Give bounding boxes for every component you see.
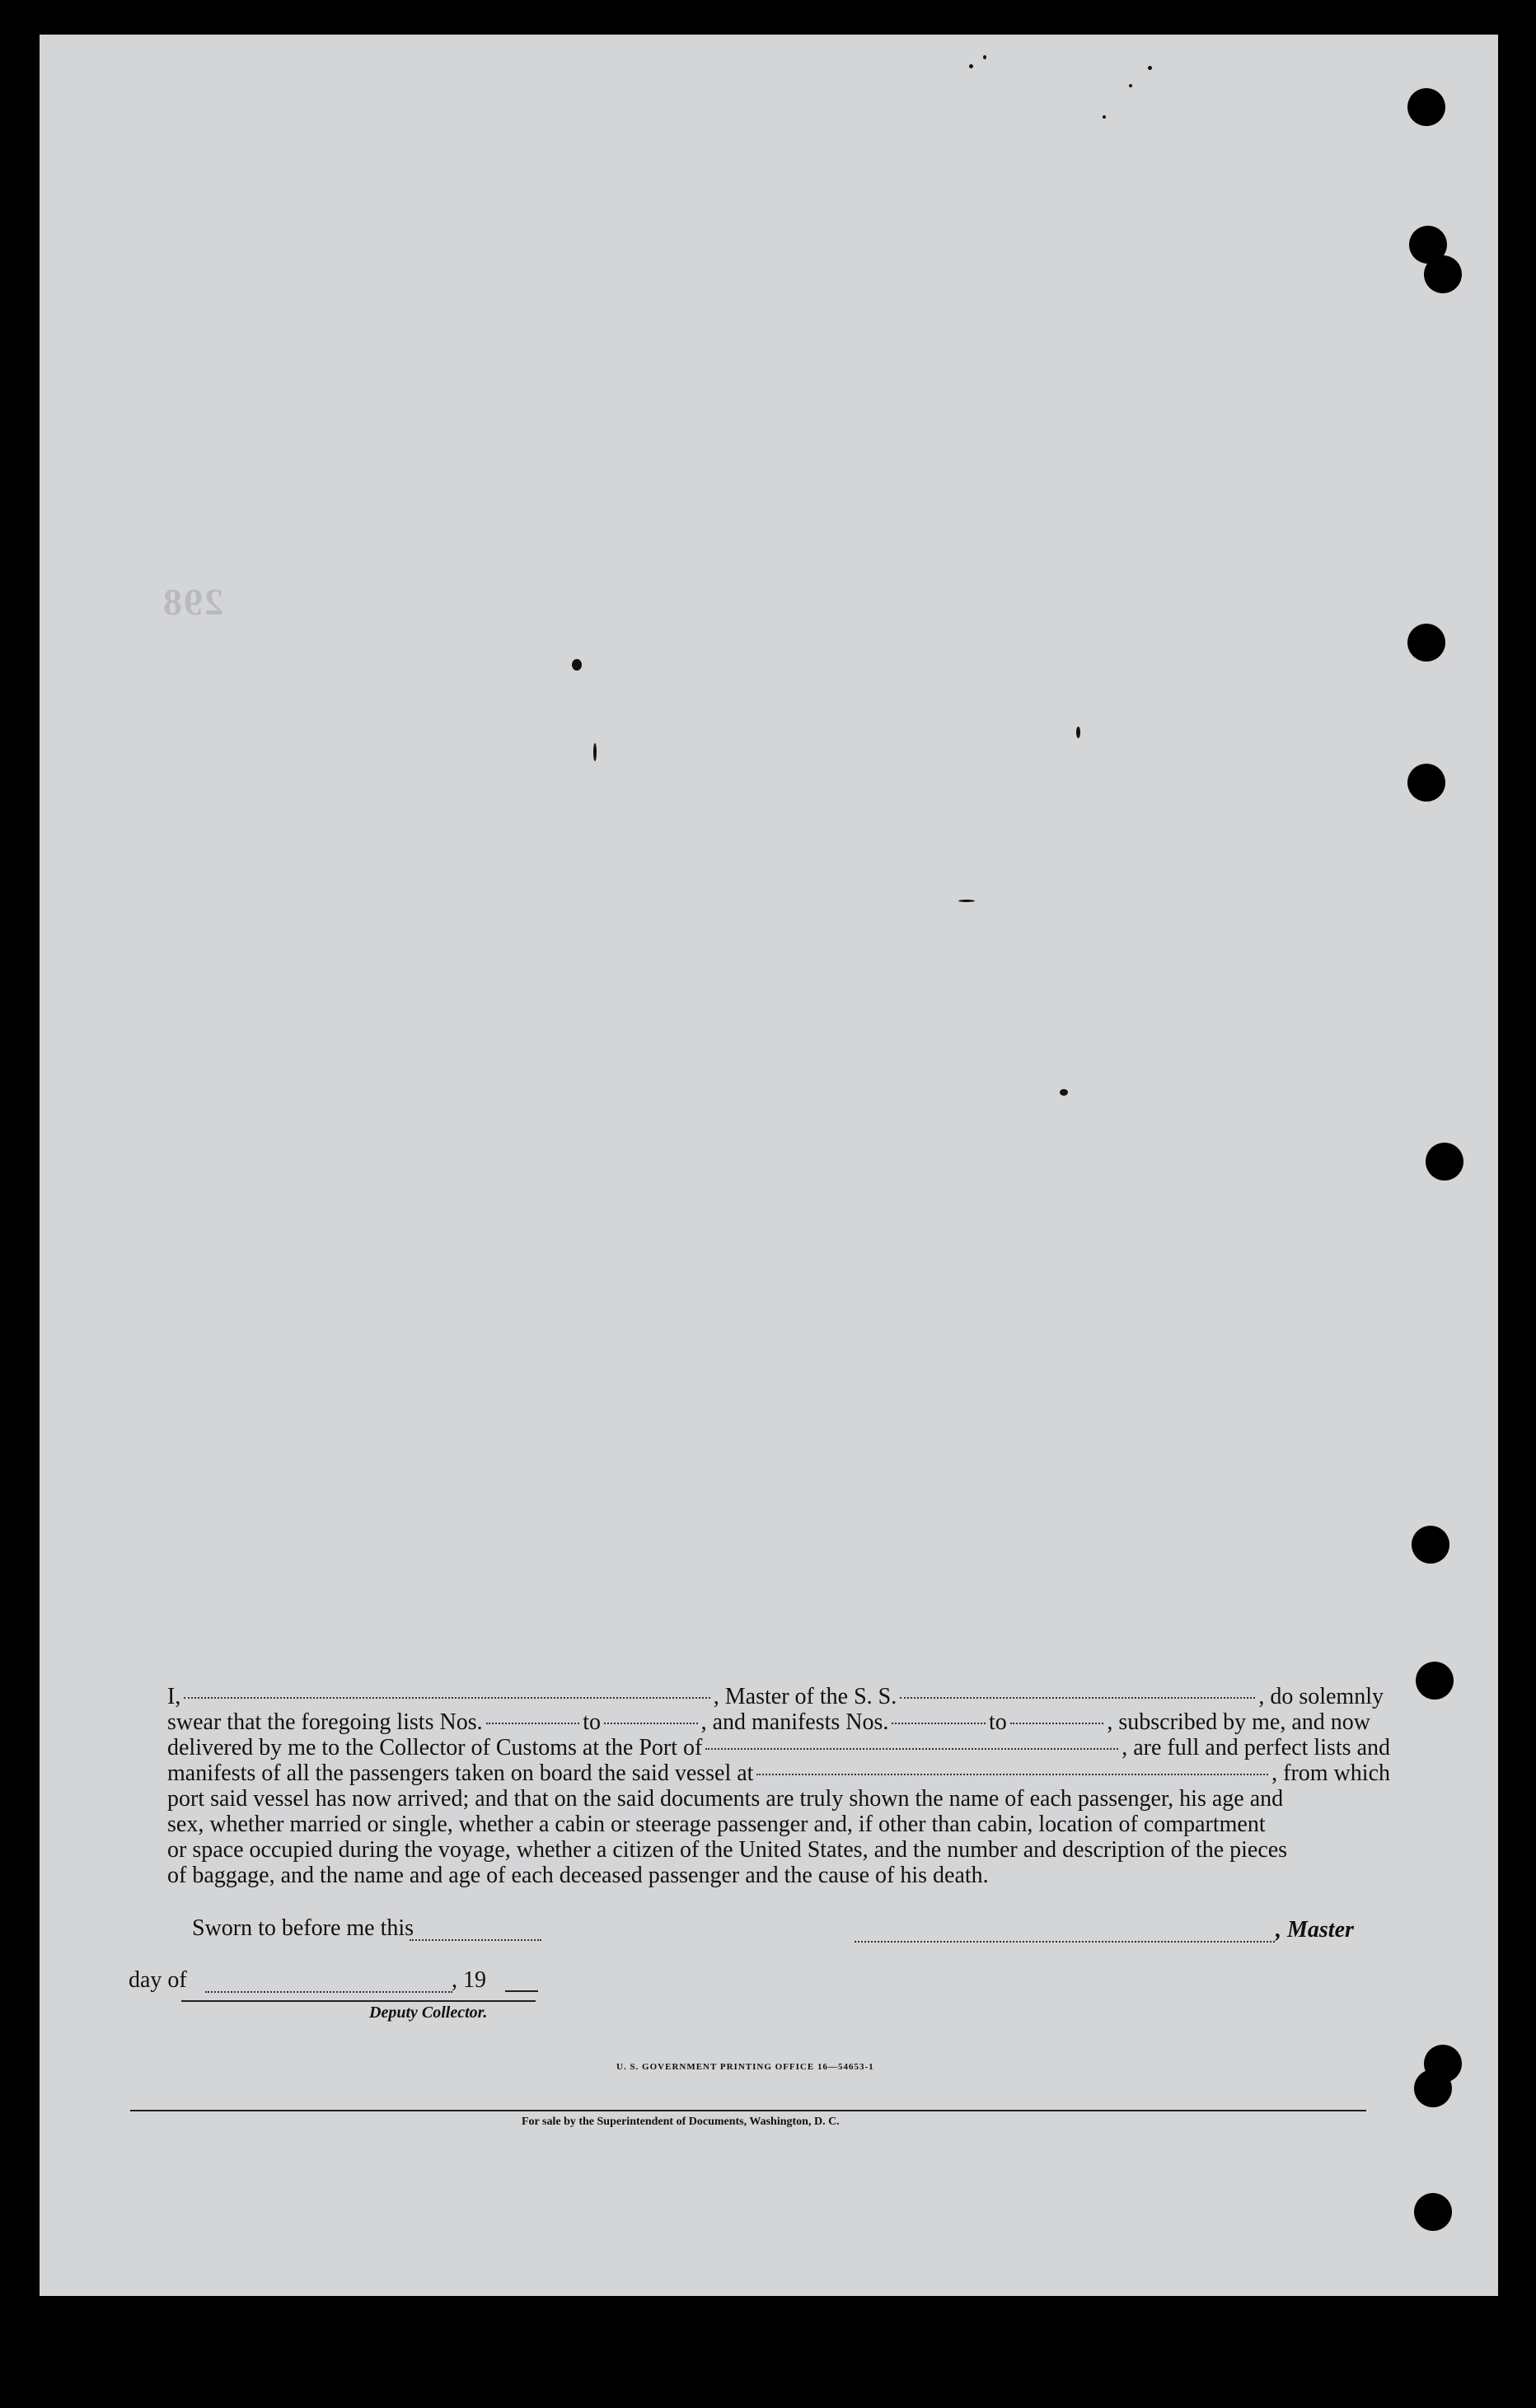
oath-line-2	[167, 1709, 1403, 1735]
oath-text: to	[583, 1709, 601, 1735]
oath-line-8: of baggage, and the name and age of each deceased passenger and the cause of his death.	[167, 1863, 989, 1888]
oath-text: , and manifests Nos.	[700, 1709, 889, 1735]
oath-text: to	[989, 1709, 1007, 1735]
month-blank[interactable]	[205, 1991, 452, 1993]
footer-sale-notice: For sale by the Superintendent of Documents, Washington, D. C.	[522, 2116, 840, 2128]
footer-rule	[130, 2110, 1366, 2111]
punch-hole	[1407, 764, 1445, 802]
document-page	[40, 35, 1498, 2296]
oath-line-6: sex, whether married or single, whether a cabin or steerage passenger and, if other than cabin, location of compartment	[167, 1812, 1266, 1837]
punch-hole	[1414, 2069, 1452, 2107]
oath-line-5: port said vessel has now arrived; and that on the said documents are truly shown the name of each passenger, his age and	[167, 1786, 1284, 1812]
port-blank[interactable]	[705, 1748, 1118, 1750]
list-from-blank[interactable]	[486, 1723, 580, 1724]
oath-text: , are full and perfect lists and	[1122, 1735, 1390, 1760]
oath-text: I,	[167, 1684, 181, 1709]
bleed-through-number: 298	[162, 581, 223, 623]
printing-office-imprint: U. S. GOVERNMENT PRINTING OFFICE 16—54653-1	[616, 2062, 874, 2072]
sworn-day-blank[interactable]	[410, 1939, 541, 1941]
speck	[958, 900, 975, 902]
punch-hole	[1416, 1662, 1454, 1700]
oath-text: manifests of all the passengers taken on board the said vessel at	[167, 1760, 754, 1786]
master-label: , Master	[1276, 1917, 1354, 1943]
oath-text: delivered by me to the Collector of Customs at the Port of	[167, 1735, 703, 1760]
oath-text: , from which	[1271, 1760, 1390, 1786]
speck	[572, 659, 582, 671]
oath-line-3	[167, 1735, 1403, 1760]
speck	[1148, 66, 1152, 70]
deputy-collector-signature-line[interactable]	[181, 2000, 536, 2002]
manifest-to-blank[interactable]	[1010, 1723, 1104, 1724]
speck	[969, 64, 973, 68]
oath-line-1	[167, 1684, 1403, 1709]
speck	[593, 743, 597, 761]
day-of-label: day of	[129, 1967, 187, 1993]
year-label: , 19	[452, 1967, 486, 1993]
list-to-blank[interactable]	[604, 1723, 698, 1724]
punch-hole	[1424, 255, 1462, 293]
punch-hole	[1414, 2193, 1452, 2231]
master-signature-blank[interactable]	[855, 1941, 1275, 1943]
sworn-label: Sworn to before me this	[192, 1915, 414, 1941]
vessel-name-blank[interactable]	[900, 1697, 1255, 1699]
embarkation-port-blank[interactable]	[756, 1774, 1268, 1775]
punch-hole	[1407, 88, 1445, 126]
master-name-blank[interactable]	[184, 1697, 709, 1699]
speck	[983, 55, 986, 59]
year-blank[interactable]	[505, 1990, 538, 1992]
speck	[1076, 727, 1080, 738]
oath-text: , Master of the S. S.	[713, 1684, 897, 1709]
punch-hole	[1412, 1526, 1449, 1564]
oath-line-4	[167, 1760, 1403, 1786]
deputy-collector-label: Deputy Collector.	[369, 2004, 488, 2022]
punch-hole	[1426, 1143, 1463, 1181]
punch-hole	[1407, 624, 1445, 662]
oath-line-7: or space occupied during the voyage, whether a citizen of the United States, and the number and description of the pieces	[167, 1837, 1288, 1863]
oath-text: , subscribed by me, and now	[1107, 1709, 1370, 1735]
oath-text: , do solemnly	[1258, 1684, 1384, 1709]
oath-text: swear that the foregoing lists Nos.	[167, 1709, 483, 1735]
manifest-from-blank[interactable]	[892, 1723, 986, 1724]
speck	[1060, 1089, 1068, 1096]
speck	[1103, 115, 1106, 119]
master-oath-paragraph	[167, 1684, 1403, 1888]
speck	[1129, 84, 1132, 87]
